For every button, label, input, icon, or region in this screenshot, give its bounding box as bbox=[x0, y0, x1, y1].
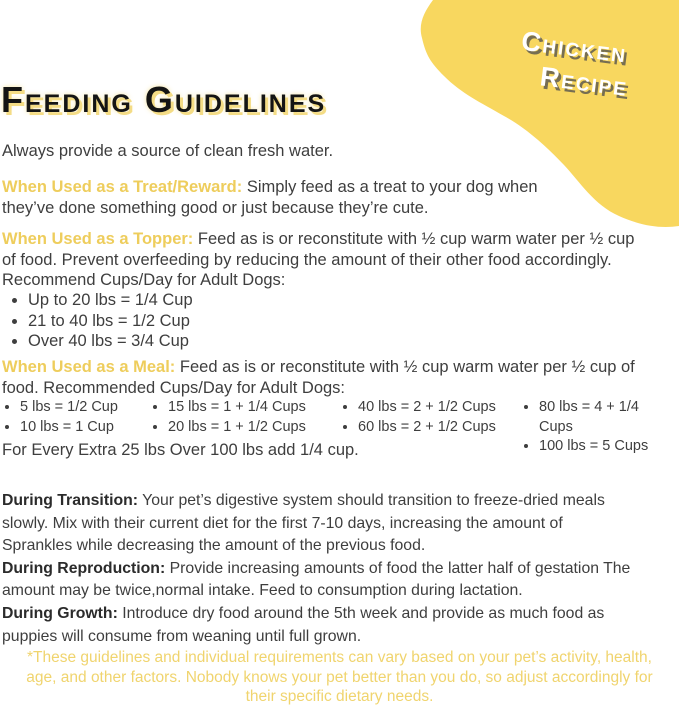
list-item: • 5 lbs = 1/2 Cup bbox=[20, 398, 150, 418]
disclaimer-text: *These guidelines and individual requirements can vary based on your pet’s activity, health, age, and other factors. Nobody knows your pet better than you do, so adjust accordingly for their specific dietary needs. bbox=[26, 649, 653, 705]
badge-line-recipe: Recipe bbox=[538, 61, 631, 102]
treat-reward-text: Simply feed as a treat to your dog when they’ve done something good or just because they’re cute. bbox=[2, 178, 538, 217]
list-item: • 60 lbs = 2 + 1/2 Cups bbox=[358, 418, 521, 438]
section-transition bbox=[2, 490, 634, 558]
topper-bullet-list bbox=[4, 290, 193, 352]
topper-text: Feed as is or reconstitute with ½ cup warm water per ½ cup of food. Prevent overfeeding by reducing the amount of their other food accordingly. Recommend Cups/Day for Adult Dogs: bbox=[2, 230, 635, 289]
badge-line-chicken: Chicken bbox=[520, 25, 630, 69]
section-growth bbox=[2, 603, 634, 648]
section-reproduction bbox=[2, 558, 634, 603]
list-item: • 80 lbs = 4 + 1/4 Cups bbox=[539, 398, 674, 437]
extra-weight-note: For Every Extra 25 lbs Over 100 lbs add 1/4 cup. bbox=[2, 441, 359, 459]
section-meal bbox=[2, 357, 657, 398]
list-item: • Over 40 lbs = 3/4 Cup bbox=[28, 331, 193, 352]
transition-label: During Transition: bbox=[2, 492, 139, 509]
growth-text: Introduce dry food around the 5th week and provide as much food as puppies will consume from weaning until full grown. bbox=[2, 604, 605, 645]
list-item: • Up to 20 lbs = 1/4 Cup bbox=[28, 290, 193, 311]
list-item: • 21 to 40 lbs = 1/2 Cup bbox=[28, 311, 193, 332]
section-treat-reward bbox=[2, 177, 577, 218]
list-item: • 40 lbs = 2 + 1/2 Cups bbox=[358, 398, 521, 418]
list-item: • 20 lbs = 1 + 1/2 Cups bbox=[168, 418, 340, 438]
list-item: • 15 lbs = 1 + 1/4 Cups bbox=[168, 398, 340, 418]
care-sections bbox=[2, 490, 634, 648]
intro-text: Always provide a source of clean fresh water. bbox=[2, 142, 334, 160]
treat-reward-label: When Used as a Treat/Reward: bbox=[2, 178, 243, 196]
disclaimer bbox=[0, 648, 679, 707]
growth-label: During Growth: bbox=[2, 604, 118, 622]
reproduction-text: Provide increasing amounts of food the latter half of gestation The amount may be twice,normal intake. Feed to consumption during lactation. bbox=[2, 559, 631, 600]
meal-text: Feed as is or reconstitute with ½ cup warm water per ½ cup of food. Recommended Cups/Day for Adult Dogs: bbox=[2, 358, 635, 397]
list-item: • 100 lbs = 5 Cups bbox=[539, 437, 674, 457]
list-item: • 10 lbs = 1 Cup bbox=[20, 418, 150, 438]
reproduction-label: During Reproduction: bbox=[2, 559, 166, 577]
topper-label: When Used as a Topper: bbox=[2, 230, 194, 248]
section-topper bbox=[2, 229, 640, 291]
meal-label: When Used as a Meal: bbox=[2, 358, 176, 376]
transition-text: Your pet’s digestive system should transition to freeze-dried meals slowly. Mix with their current diet for the first 7-10 days, increasing the amount of Sprankles while decreasing the amount of the previous food. bbox=[2, 492, 605, 555]
page-title: Feeding Guidelines bbox=[1, 79, 327, 120]
